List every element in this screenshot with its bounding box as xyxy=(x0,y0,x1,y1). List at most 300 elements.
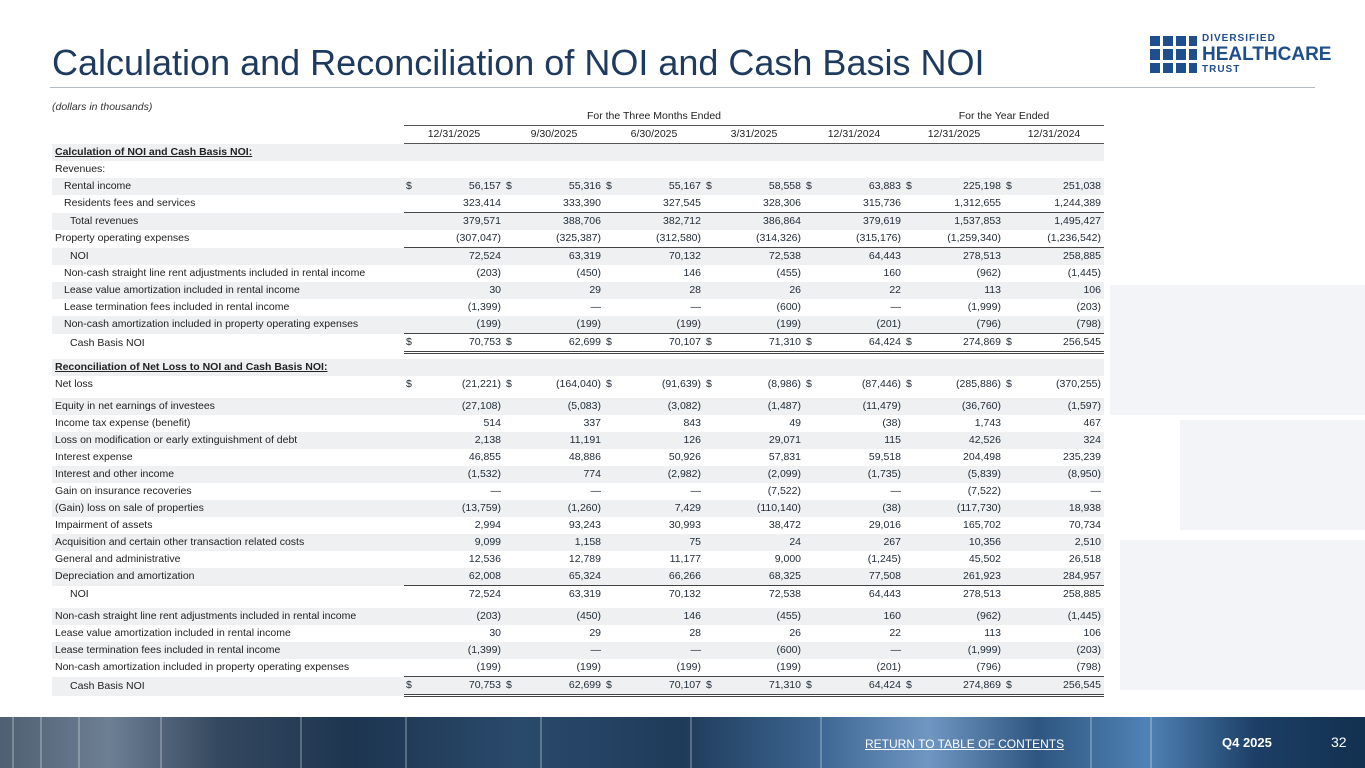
table-row xyxy=(52,677,1104,696)
currency-spacer xyxy=(404,568,420,586)
table-row xyxy=(52,248,1104,266)
value-cell: (1,236,542) xyxy=(1047,232,1101,244)
table-row xyxy=(52,334,1104,353)
value-cell: 1,244,389 xyxy=(1054,197,1101,209)
currency-spacer xyxy=(404,432,420,449)
empty-cell xyxy=(720,144,804,162)
currency-spacer xyxy=(804,586,820,604)
currency-spacer xyxy=(704,265,720,282)
currency-spacer xyxy=(604,299,620,316)
currency-spacer xyxy=(704,517,720,534)
currency-spacer xyxy=(704,316,720,334)
value-cell: 63,319 xyxy=(520,586,604,604)
currency-spacer xyxy=(904,316,920,334)
value-cell: 126 xyxy=(620,432,704,449)
logo-line-2: HEALTHCARE xyxy=(1202,44,1332,65)
row-label: Property operating expenses xyxy=(55,232,190,245)
currency-symbol: $ xyxy=(404,677,420,696)
currency-spacer xyxy=(504,466,520,483)
currency-spacer xyxy=(404,415,420,432)
value-cell: (110,140) xyxy=(720,500,804,517)
value-cell: 2,510 xyxy=(1020,534,1104,551)
table-row xyxy=(52,398,1104,415)
table-row xyxy=(52,415,1104,432)
table-row xyxy=(52,517,1104,534)
row-label: NOI xyxy=(52,248,404,266)
value-cell: (798) xyxy=(1076,661,1101,673)
value-cell: (962) xyxy=(976,267,1001,279)
company-logo xyxy=(1150,33,1332,76)
value-cell: 1,312,655 xyxy=(954,197,1001,209)
value-cell: 328,306 xyxy=(763,197,801,209)
currency-spacer xyxy=(1004,213,1020,231)
currency-spacer xyxy=(1004,248,1020,266)
row-label: Loss on modification or early extinguishment of debt xyxy=(52,432,404,449)
currency-spacer xyxy=(604,466,620,483)
value-cell: 77,508 xyxy=(820,568,904,586)
currency-spacer xyxy=(704,282,720,299)
currency-symbol: $ xyxy=(704,334,720,353)
currency-spacer xyxy=(704,466,720,483)
value-cell: (315,176) xyxy=(856,232,901,244)
value-cell: (27,108) xyxy=(420,398,504,415)
currency-spacer xyxy=(404,642,420,659)
currency-spacer xyxy=(404,551,420,568)
value-cell: (1,445) xyxy=(1067,267,1101,279)
currency-spacer xyxy=(704,534,720,551)
currency-spacer xyxy=(504,642,520,659)
currency-spacer xyxy=(604,359,620,376)
empty-cell xyxy=(420,359,504,376)
value-cell: (1,399) xyxy=(467,301,501,313)
value-cell: (1,245) xyxy=(867,553,901,565)
value-cell: (1,999) xyxy=(967,301,1001,313)
value-cell: 382,712 xyxy=(620,213,704,231)
currency-spacer xyxy=(1004,608,1020,625)
value-cell: 2,138 xyxy=(420,432,504,449)
empty-cell xyxy=(820,359,904,376)
value-cell: (450) xyxy=(576,267,601,279)
value-cell: (798) xyxy=(1020,316,1104,334)
value-cell: 70,132 xyxy=(620,248,704,266)
value-cell: — xyxy=(1090,485,1101,497)
empty-cell xyxy=(420,144,504,162)
value-cell: 63,883 xyxy=(820,178,904,195)
row-label: Lease termination fees included in rental income xyxy=(64,301,290,313)
currency-spacer xyxy=(404,144,420,162)
column-header: 12/31/2024 xyxy=(1004,126,1104,144)
currency-spacer xyxy=(704,500,720,517)
value-cell: 56,157 xyxy=(420,178,504,195)
row-label: Depreciation and amortization xyxy=(52,568,404,586)
currency-spacer xyxy=(804,534,820,551)
value-cell: 258,885 xyxy=(1020,248,1104,266)
column-header: 9/30/2025 xyxy=(504,126,604,144)
row-label: Rental income xyxy=(52,178,404,195)
currency-spacer xyxy=(904,195,920,213)
empty-cell xyxy=(520,359,604,376)
value-cell: 9,000 xyxy=(774,553,801,565)
value-cell: (201) xyxy=(876,661,901,673)
value-cell: 379,571 xyxy=(420,213,504,231)
value-cell: 49 xyxy=(789,417,801,429)
currency-spacer xyxy=(604,230,620,248)
table-row xyxy=(52,466,1104,483)
row-label: Cash Basis NOI xyxy=(70,336,145,349)
currency-spacer xyxy=(504,551,520,568)
currency-spacer xyxy=(804,551,820,568)
table-row xyxy=(52,608,1104,625)
currency-spacer xyxy=(804,230,820,248)
value-cell: — xyxy=(890,485,901,497)
empty-cell xyxy=(420,161,504,178)
table-row xyxy=(52,568,1104,586)
value-cell: (1,487) xyxy=(720,398,804,415)
currency-spacer xyxy=(604,586,620,604)
currency-spacer xyxy=(404,449,420,466)
currency-spacer xyxy=(704,161,720,178)
value-cell: 274,869 xyxy=(920,677,1004,696)
currency-spacer xyxy=(904,534,920,551)
currency-spacer xyxy=(504,398,520,415)
value-cell: (1,597) xyxy=(1020,398,1104,415)
currency-symbol: $ xyxy=(804,677,820,696)
row-label: Impairment of assets xyxy=(55,519,153,531)
currency-spacer xyxy=(704,642,720,659)
table-row xyxy=(52,376,1104,393)
currency-spacer xyxy=(504,500,520,517)
value-cell: (1,532) xyxy=(420,466,504,483)
currency-spacer xyxy=(704,299,720,316)
currency-spacer xyxy=(904,625,920,642)
value-cell: (1,445) xyxy=(1020,608,1104,625)
value-cell: 258,885 xyxy=(1020,586,1104,604)
currency-spacer xyxy=(704,359,720,376)
empty-cell xyxy=(520,161,604,178)
row-label: Lease value amortization included in rental income xyxy=(55,627,291,639)
row-label: Non-cash amortization included in property operating expenses xyxy=(55,661,350,674)
currency-spacer xyxy=(904,398,920,415)
currency-spacer xyxy=(1004,316,1020,334)
value-cell: 26 xyxy=(789,627,801,639)
value-cell: 284,957 xyxy=(1020,568,1104,586)
value-cell: (314,326) xyxy=(756,232,801,244)
value-cell: 55,316 xyxy=(520,178,604,195)
value-cell: (7,522) xyxy=(967,485,1001,497)
table-row xyxy=(52,230,1104,248)
currency-spacer xyxy=(704,213,720,231)
units-note: (dollars in thousands) xyxy=(52,101,153,113)
currency-spacer xyxy=(804,282,820,299)
currency-spacer xyxy=(504,195,520,213)
currency-spacer xyxy=(1004,359,1020,376)
value-cell: — xyxy=(590,485,601,497)
group-header-year: For the Year Ended xyxy=(904,108,1104,126)
value-cell: 278,513 xyxy=(920,248,1004,266)
value-cell: 115 xyxy=(820,432,904,449)
currency-spacer xyxy=(804,359,820,376)
value-cell: 843 xyxy=(683,417,701,429)
currency-symbol: $ xyxy=(806,378,812,390)
currency-spacer xyxy=(404,248,420,266)
currency-spacer xyxy=(404,517,420,534)
currency-spacer xyxy=(804,642,820,659)
empty-cell xyxy=(620,144,704,162)
currency-spacer xyxy=(404,466,420,483)
currency-spacer xyxy=(704,659,720,677)
value-cell: 72,524 xyxy=(420,248,504,266)
value-cell: 64,424 xyxy=(820,677,904,696)
value-cell: 337 xyxy=(583,417,601,429)
currency-spacer xyxy=(904,248,920,266)
value-cell: (3,082) xyxy=(620,398,704,415)
value-cell: 30 xyxy=(420,282,504,299)
value-cell: 72,538 xyxy=(720,586,804,604)
value-cell: 64,443 xyxy=(820,248,904,266)
currency-spacer xyxy=(504,534,520,551)
value-cell: (5,083) xyxy=(520,398,604,415)
empty-cell xyxy=(820,144,904,162)
financial-table xyxy=(52,108,1104,697)
value-cell: 38,472 xyxy=(768,519,801,531)
value-cell: 93,243 xyxy=(568,519,601,531)
value-cell: 70,753 xyxy=(420,334,504,353)
currency-spacer xyxy=(904,144,920,162)
value-cell: (307,047) xyxy=(456,232,501,244)
currency-spacer xyxy=(404,659,420,677)
currency-spacer xyxy=(904,586,920,604)
currency-spacer xyxy=(704,586,720,604)
currency-spacer xyxy=(904,608,920,625)
empty-cell xyxy=(620,359,704,376)
currency-spacer xyxy=(904,466,920,483)
table-row xyxy=(52,195,1104,213)
value-cell: 64,424 xyxy=(820,334,904,353)
value-cell: 55,167 xyxy=(620,178,704,195)
value-cell: (38) xyxy=(882,417,901,429)
currency-spacer xyxy=(704,608,720,625)
value-cell: 388,706 xyxy=(520,213,604,231)
currency-spacer xyxy=(504,415,520,432)
empty-cell xyxy=(520,144,604,162)
currency-spacer xyxy=(504,316,520,334)
value-cell: 48,886 xyxy=(568,451,601,463)
value-cell: 28 xyxy=(620,282,704,299)
value-cell: 278,513 xyxy=(920,586,1004,604)
value-cell: (164,040) xyxy=(556,378,601,390)
value-cell: (796) xyxy=(920,316,1004,334)
currency-symbol: $ xyxy=(604,677,620,696)
currency-spacer xyxy=(504,432,520,449)
currency-spacer xyxy=(704,432,720,449)
currency-spacer xyxy=(504,608,520,625)
currency-spacer xyxy=(904,432,920,449)
value-cell: (2,099) xyxy=(720,466,804,483)
value-cell: 514 xyxy=(483,417,501,429)
row-label: Total revenues xyxy=(52,213,404,231)
currency-spacer xyxy=(604,415,620,432)
currency-symbol: $ xyxy=(904,677,920,696)
empty-cell xyxy=(820,161,904,178)
value-cell: 26 xyxy=(720,282,804,299)
row-label: Revenues: xyxy=(55,163,106,175)
currency-spacer xyxy=(804,466,820,483)
table-row xyxy=(52,534,1104,551)
table-row xyxy=(52,483,1104,500)
value-cell: 18,938 xyxy=(1020,500,1104,517)
section-header-row xyxy=(52,359,1104,376)
currency-spacer xyxy=(804,248,820,266)
value-cell: (199) xyxy=(776,661,801,673)
value-cell: 106 xyxy=(1020,282,1104,299)
currency-spacer xyxy=(704,195,720,213)
currency-spacer xyxy=(604,608,620,625)
value-cell: 379,619 xyxy=(820,213,904,231)
currency-spacer xyxy=(1004,642,1020,659)
currency-spacer xyxy=(804,415,820,432)
currency-symbol: $ xyxy=(404,178,420,195)
value-cell: 42,526 xyxy=(920,432,1004,449)
return-to-toc-link[interactable]: RETURN TO TABLE OF CONTENTS xyxy=(865,737,1065,751)
value-cell: 2,994 xyxy=(474,519,501,531)
value-cell: (1,260) xyxy=(520,500,604,517)
value-cell: 65,324 xyxy=(520,568,604,586)
currency-spacer xyxy=(404,398,420,415)
empty-cell xyxy=(720,359,804,376)
value-cell: 62,699 xyxy=(520,677,604,696)
currency-spacer xyxy=(804,432,820,449)
value-cell: 11,191 xyxy=(520,432,604,449)
currency-spacer xyxy=(904,265,920,282)
currency-symbol: $ xyxy=(904,178,920,195)
currency-spacer xyxy=(604,213,620,231)
currency-spacer xyxy=(504,449,520,466)
value-cell: (370,255) xyxy=(1056,378,1101,390)
currency-spacer xyxy=(404,282,420,299)
empty-cell xyxy=(920,359,1004,376)
value-cell: 113 xyxy=(984,627,1001,639)
row-label: Reconciliation of Net Loss to NOI and Cash Basis NOI: xyxy=(52,359,404,376)
value-cell: 113 xyxy=(920,282,1004,299)
currency-symbol: $ xyxy=(904,334,920,353)
empty-cell xyxy=(720,161,804,178)
table-row xyxy=(52,282,1104,299)
footer-banner xyxy=(0,717,1365,768)
value-cell: 30,993 xyxy=(668,519,701,531)
value-cell: (8,986) xyxy=(767,378,801,390)
currency-symbol: $ xyxy=(504,677,520,696)
value-cell: (87,446) xyxy=(861,378,901,390)
currency-symbol: $ xyxy=(704,178,720,195)
value-cell: — xyxy=(620,642,704,659)
currency-spacer xyxy=(804,265,820,282)
currency-spacer xyxy=(904,299,920,316)
currency-spacer xyxy=(504,659,520,677)
value-cell: 70,107 xyxy=(620,334,704,353)
currency-symbol: $ xyxy=(506,378,512,390)
row-label: Non-cash straight line rent adjustments included in rental income xyxy=(64,267,366,279)
currency-spacer xyxy=(604,500,620,517)
currency-symbol: $ xyxy=(804,178,820,195)
row-label: Interest and other income xyxy=(52,466,404,483)
value-cell: (8,950) xyxy=(1020,466,1104,483)
currency-spacer xyxy=(804,608,820,625)
currency-spacer xyxy=(904,213,920,231)
currency-symbol: $ xyxy=(804,334,820,353)
currency-symbol: $ xyxy=(1004,178,1020,195)
currency-spacer xyxy=(804,398,820,415)
value-cell: — xyxy=(490,485,501,497)
value-cell: (450) xyxy=(520,608,604,625)
value-cell: (1,735) xyxy=(820,466,904,483)
currency-spacer xyxy=(1004,282,1020,299)
table-row xyxy=(52,449,1104,466)
currency-symbol: $ xyxy=(604,334,620,353)
value-cell: 327,545 xyxy=(663,197,701,209)
currency-spacer xyxy=(904,642,920,659)
value-cell: 71,310 xyxy=(720,334,804,353)
currency-spacer xyxy=(804,195,820,213)
column-header: 12/31/2025 xyxy=(904,126,1004,144)
value-cell: 22 xyxy=(820,282,904,299)
table-row xyxy=(52,625,1104,642)
value-cell: 7,429 xyxy=(620,500,704,517)
value-cell: 70,753 xyxy=(420,677,504,696)
table-row xyxy=(52,178,1104,195)
currency-spacer xyxy=(404,265,420,282)
value-cell: (962) xyxy=(920,608,1004,625)
currency-spacer xyxy=(904,551,920,568)
value-cell: (285,886) xyxy=(956,378,1001,390)
value-cell: (600) xyxy=(720,642,804,659)
value-cell: (36,760) xyxy=(920,398,1004,415)
currency-symbol: $ xyxy=(404,334,420,353)
value-cell: 28 xyxy=(689,627,701,639)
currency-spacer xyxy=(804,144,820,162)
currency-spacer xyxy=(804,517,820,534)
row-label: Lease termination fees included in rental income xyxy=(52,642,404,659)
row-label: Calculation of NOI and Cash Basis NOI: xyxy=(52,144,404,162)
currency-spacer xyxy=(404,483,420,500)
value-cell: 315,736 xyxy=(863,197,901,209)
empty-cell xyxy=(1020,161,1104,178)
currency-spacer xyxy=(804,449,820,466)
value-cell: — xyxy=(820,642,904,659)
value-cell: 26,518 xyxy=(1068,553,1101,565)
table-row xyxy=(52,432,1104,449)
currency-spacer xyxy=(504,265,520,282)
value-cell: 256,545 xyxy=(1020,677,1104,696)
value-cell: 165,702 xyxy=(963,519,1001,531)
currency-spacer xyxy=(804,316,820,334)
row-label: Acquisition and certain other transaction related costs xyxy=(52,534,404,551)
currency-spacer xyxy=(604,449,620,466)
value-cell: 261,923 xyxy=(920,568,1004,586)
currency-spacer xyxy=(604,642,620,659)
value-cell: 235,239 xyxy=(1063,451,1101,463)
row-label: Non-cash amortization included in property operating expenses xyxy=(52,316,404,334)
value-cell: (117,730) xyxy=(920,500,1004,517)
currency-spacer xyxy=(504,248,520,266)
row-label: NOI xyxy=(70,587,89,600)
currency-spacer xyxy=(604,248,620,266)
currency-spacer xyxy=(904,500,920,517)
value-cell: (199) xyxy=(720,316,804,334)
value-cell: 70,132 xyxy=(620,586,704,604)
value-cell: 323,414 xyxy=(463,197,501,209)
currency-spacer xyxy=(504,483,520,500)
column-header: 12/31/2024 xyxy=(804,126,904,144)
